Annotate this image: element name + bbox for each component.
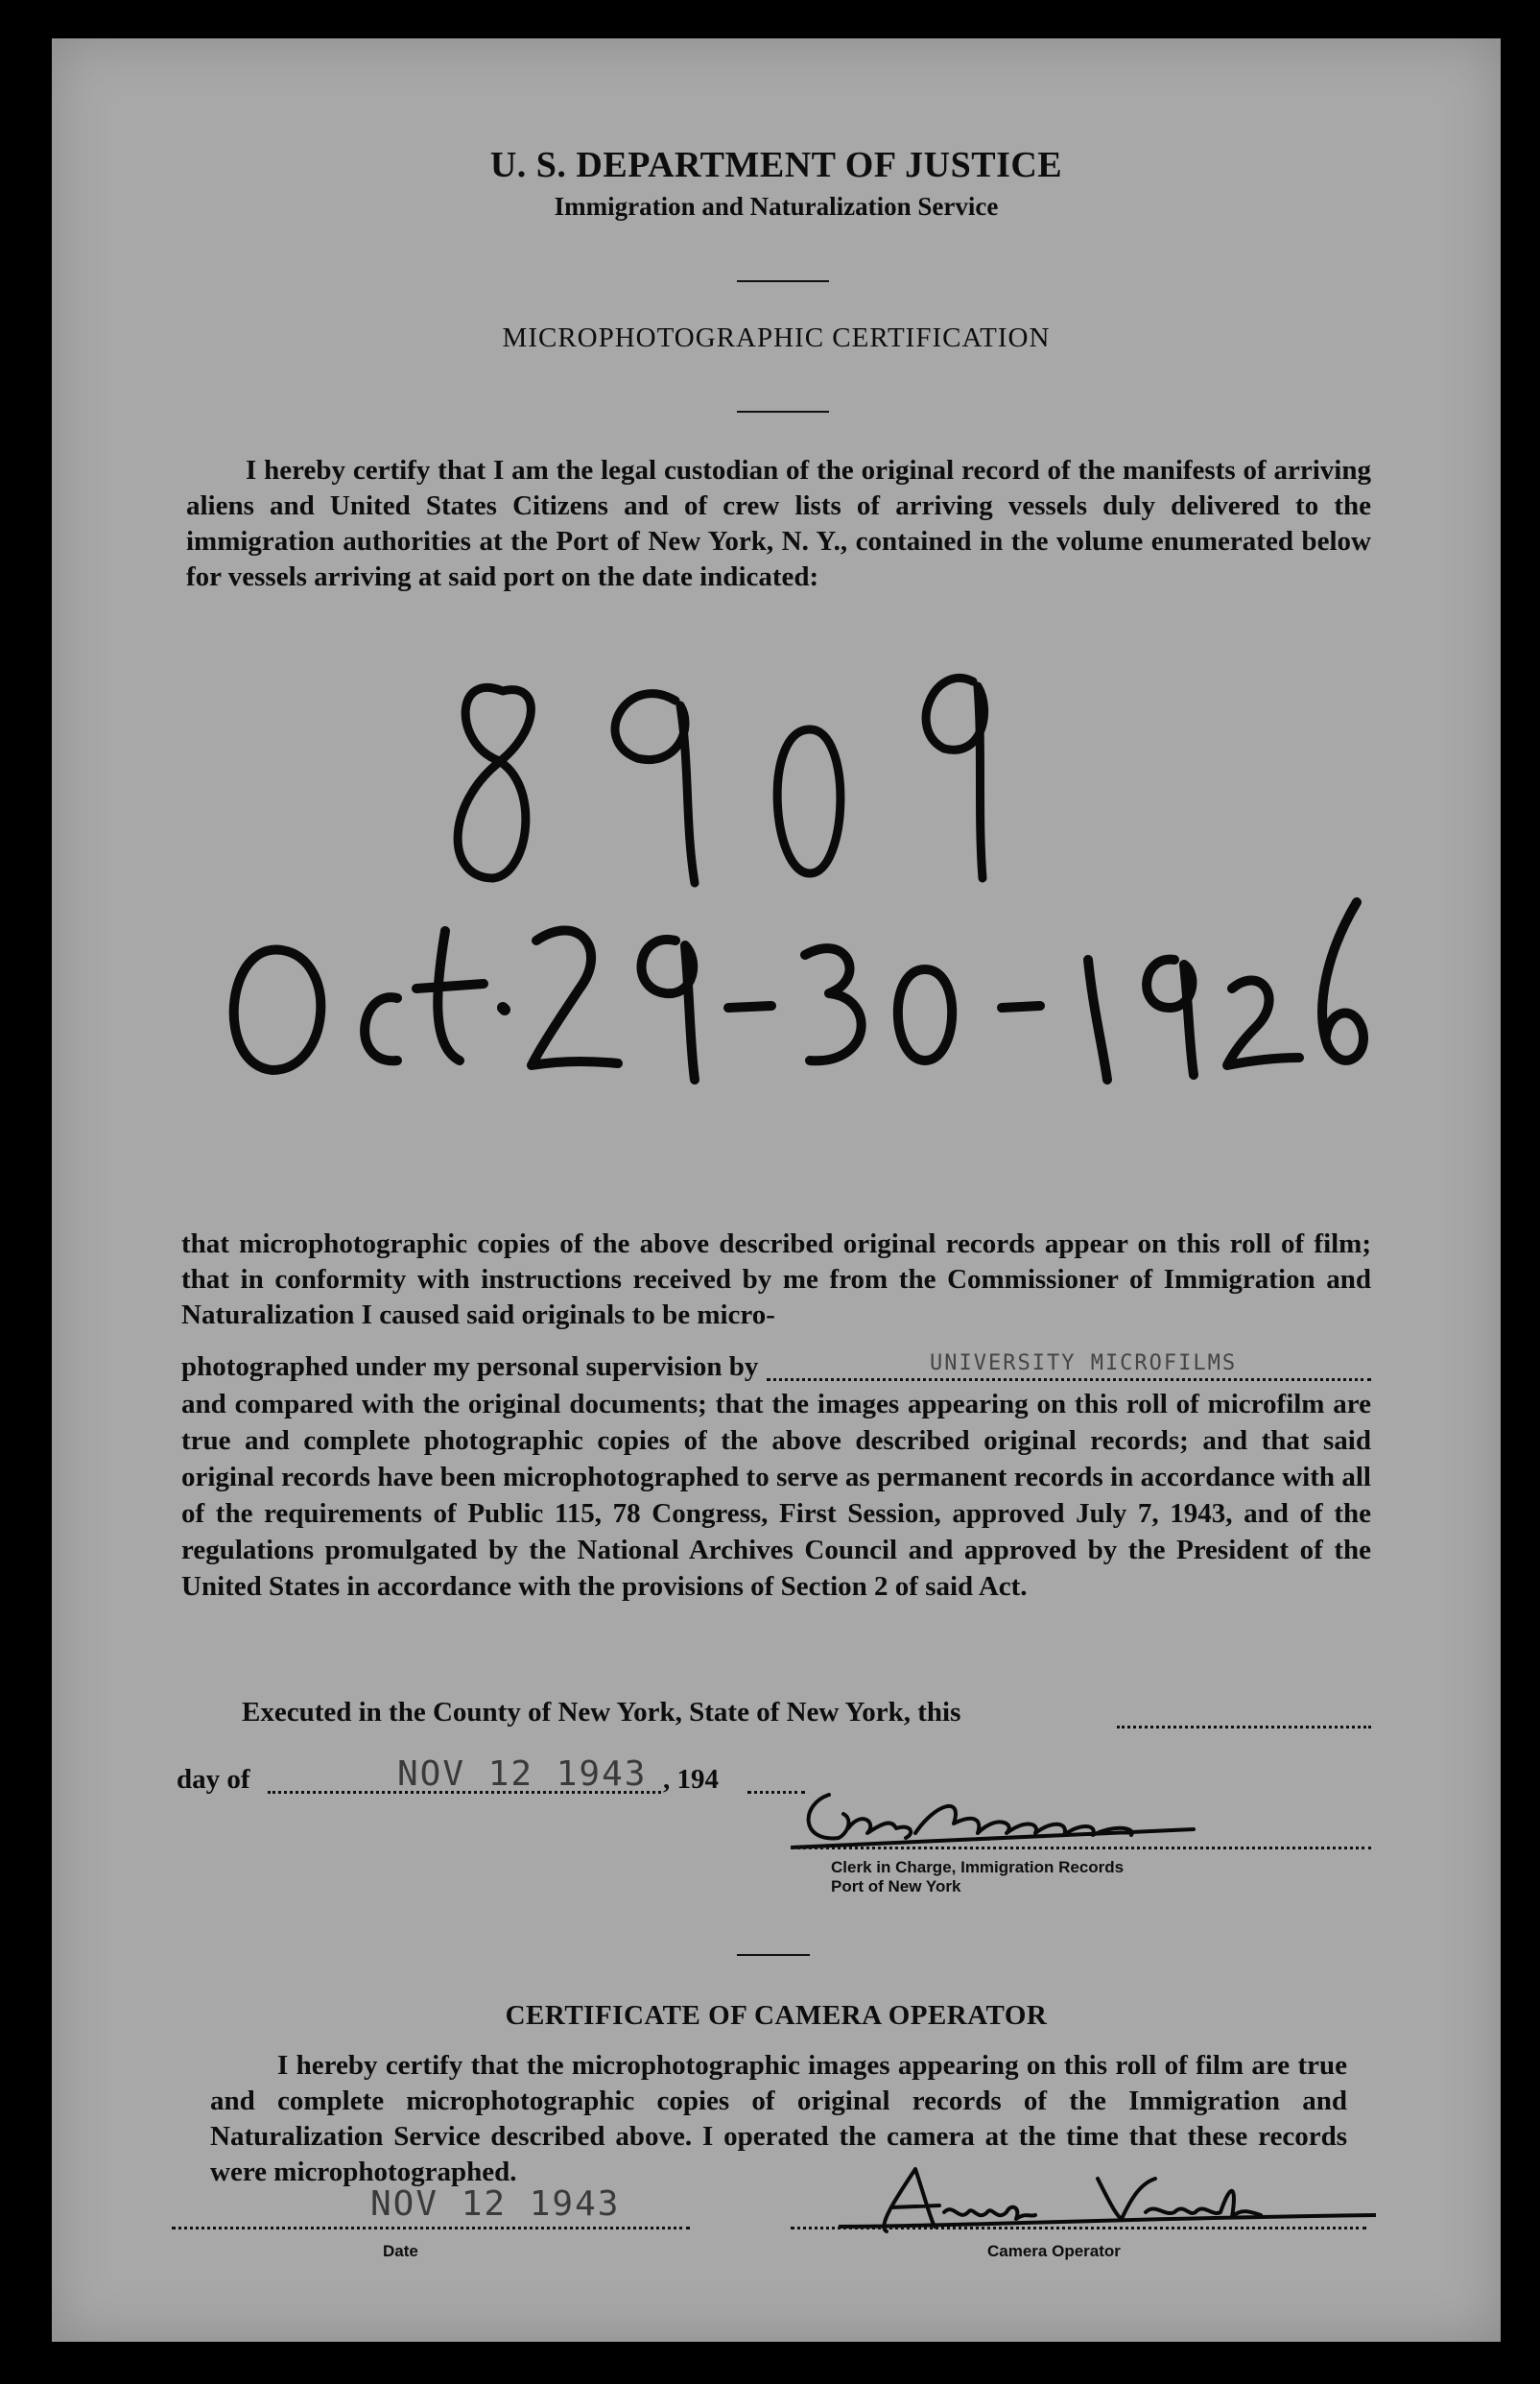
certificate-sheet bbox=[52, 38, 1501, 2342]
execution-date-stamp: NOV 12 1943 bbox=[397, 1754, 648, 1794]
executed-statement: Executed in the County of New York, State of New York, this bbox=[242, 1697, 961, 1728]
body-paragraph-part2: and compared with the original documents; that the images appearing on this roll of microfilm are true and complete photographic copies of the above described original records; and that said original records have been microphotographed to serve as permanent records in accordance with all of the requirements of Public 115, 78 Congress, First Session, approved July 7, 1943, and of the regulations promulgated by the National Archives Council and approved by the President of the United States in accordance with the provisions of Section 2 of said Act. bbox=[181, 1389, 1371, 1602]
year-prefix: , 194 bbox=[663, 1764, 719, 1795]
operator-section-divider bbox=[737, 1954, 810, 1956]
clerk-title-line1: Clerk in Charge, Immigration Records bbox=[831, 1858, 1125, 1876]
day-of-label: day of bbox=[177, 1764, 250, 1795]
service-subheading: Immigration and Naturalization Service bbox=[554, 192, 999, 221]
operator-certify-paragraph: I hereby certify that the microphotographic images appearing on this roll of film are true and complete microphotographic copies of original records of the Immigration and Naturalization Service described above. I operated the camera at the time that these records were microphotographed. bbox=[210, 2050, 1347, 2187]
operator-section-title: CERTIFICATE OF CAMERA OPERATOR bbox=[505, 2000, 1048, 2031]
camera-operator-label: Camera Operator bbox=[987, 2242, 1121, 2260]
header-divider-top bbox=[737, 280, 829, 282]
operator-date-label: Date bbox=[383, 2242, 418, 2260]
photographed-by-prefix: photographed under my personal supervision by bbox=[181, 1351, 759, 1382]
document-title: MICROPHOTOGRAPHIC CERTIFICATION bbox=[502, 322, 1051, 353]
certify-intro-paragraph: I hereby certify that I am the legal custodian of the original record of the manifests of arriving aliens and United States Citizens and of crew lists of arriving vessels duly delivered to the immigration authorities at the Port of New York, N. Y., contained in the volume enumerated below for vessels arriving at said port on the date indicated: bbox=[186, 455, 1371, 592]
header-divider-bottom bbox=[737, 411, 829, 413]
operator-date-stamp: NOV 12 1943 bbox=[370, 2184, 621, 2224]
operator-date-line bbox=[172, 2227, 690, 2229]
clerk-signature bbox=[791, 1766, 1357, 1852]
clerk-title-line2: Port of New York bbox=[831, 1877, 961, 1895]
executed-day-dotted-line bbox=[1117, 1726, 1371, 1728]
operator-signature-line bbox=[791, 2227, 1366, 2229]
photographed-by-dotted-line bbox=[767, 1378, 1371, 1381]
clerk-signature-line bbox=[791, 1847, 1371, 1849]
operator-signature bbox=[839, 2159, 1376, 2246]
handwritten-date-range bbox=[196, 873, 1376, 1104]
photographed-by-stamp: UNIVERSITY MICROFILMS bbox=[930, 1351, 1238, 1375]
body-paragraph-part1: that microphotographic copies of the above described original records appear on this roll of film; that in conformity with instructions received by me from the Commissioner of Immigration and Naturalization I caused said originals to be micro- bbox=[181, 1228, 1371, 1330]
department-heading: U. S. DEPARTMENT OF JUSTICE bbox=[489, 145, 1063, 185]
